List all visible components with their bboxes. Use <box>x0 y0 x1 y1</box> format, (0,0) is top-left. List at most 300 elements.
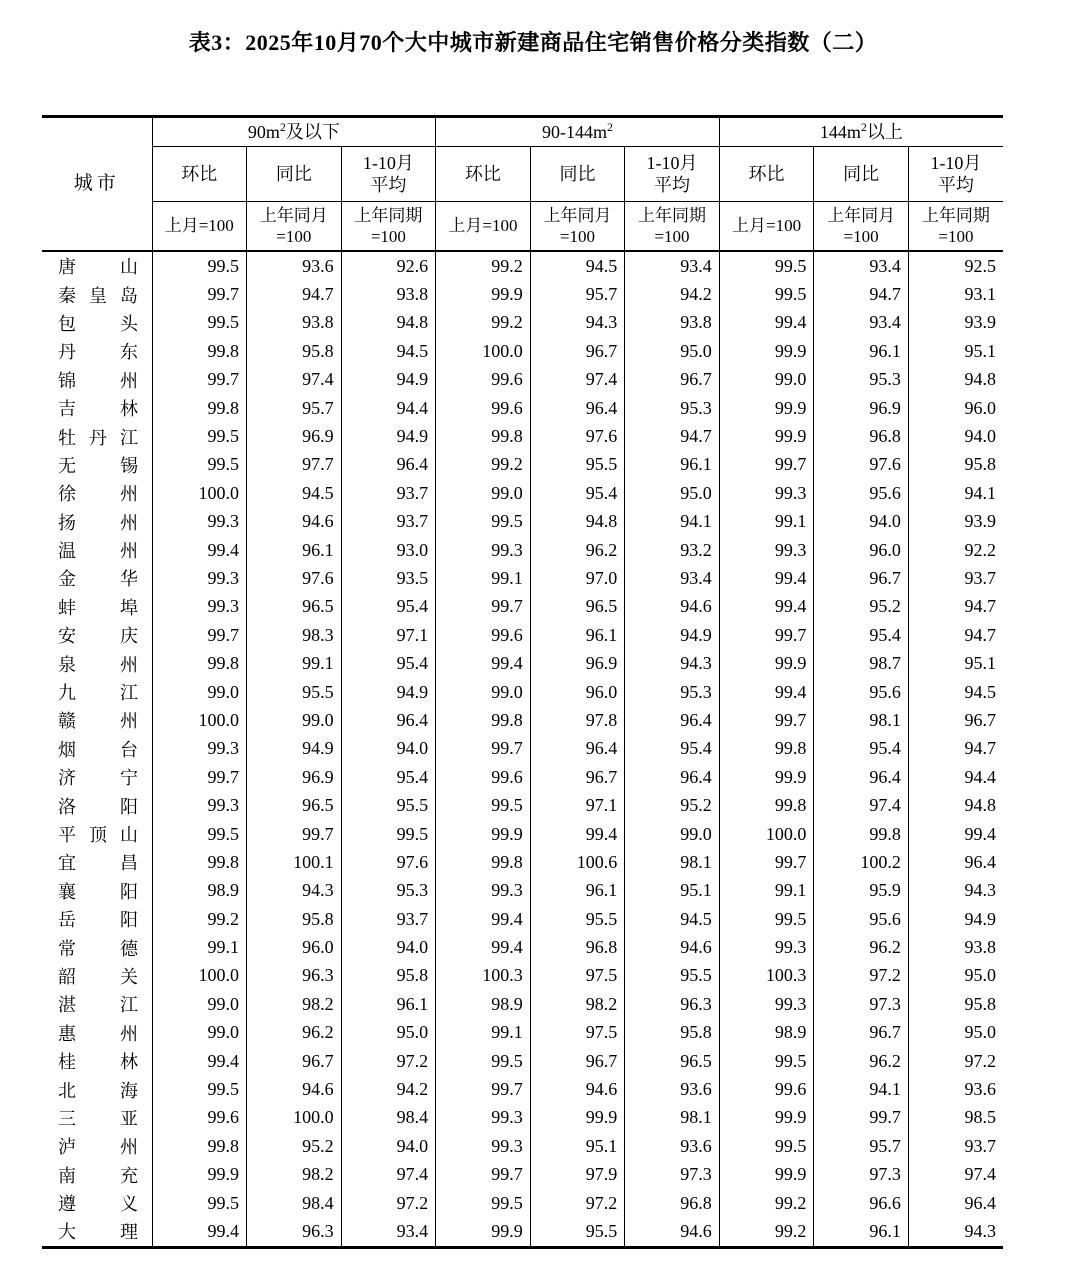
index-value-cell: 94.0 <box>341 933 436 961</box>
index-value-cell: 95.6 <box>814 479 909 507</box>
sub-header-avg-base <box>908 202 1003 252</box>
city-name <box>58 1218 138 1244</box>
city-name-char: 州 <box>120 1137 138 1158</box>
table-row <box>42 848 1003 876</box>
index-value-cell: 97.1 <box>341 621 436 649</box>
index-value-cell: 95.4 <box>341 763 436 791</box>
sub-header-avg-line1: 上年同期 <box>921 205 990 225</box>
index-value-cell: 99.7 <box>436 1075 531 1103</box>
index-value-cell: 100.0 <box>436 337 531 365</box>
group-header-90m-below <box>152 117 436 147</box>
index-value-cell: 99.9 <box>436 820 531 848</box>
index-value-cell: 95.3 <box>625 394 720 422</box>
index-value-cell: 95.6 <box>814 678 909 706</box>
city-name-cell <box>42 791 152 819</box>
city-name-char: 赣 <box>58 711 76 732</box>
index-value-cell: 97.2 <box>908 1047 1003 1075</box>
city-name-char: 阳 <box>120 881 138 902</box>
index-value-cell: 99.1 <box>247 649 342 677</box>
table-row <box>42 508 1003 536</box>
table-row <box>42 280 1003 308</box>
city-name-char: 州 <box>120 370 138 391</box>
index-value-cell: 95.4 <box>341 649 436 677</box>
index-value-cell: 99.4 <box>719 309 814 337</box>
index-value-cell: 99.4 <box>719 593 814 621</box>
index-value-cell: 99.3 <box>152 791 247 819</box>
sub-header-avg-line2: =100 <box>370 227 406 246</box>
index-value-cell: 97.4 <box>908 1161 1003 1189</box>
measure-header-row <box>42 147 1003 202</box>
city-name <box>58 1077 138 1103</box>
index-value-cell: 96.4 <box>530 735 625 763</box>
table-row <box>42 251 1003 280</box>
index-value-cell: 98.5 <box>908 1104 1003 1132</box>
index-value-cell: 99.5 <box>436 791 531 819</box>
index-value-cell: 96.4 <box>625 763 720 791</box>
index-value-cell: 96.7 <box>908 706 1003 734</box>
group-label-text: 90-144m <box>541 121 607 142</box>
index-value-cell: 99.6 <box>152 1104 247 1132</box>
index-value-cell: 96.0 <box>814 536 909 564</box>
index-value-cell: 99.0 <box>152 990 247 1018</box>
index-value-cell: 96.7 <box>530 337 625 365</box>
index-value-cell: 92.2 <box>908 536 1003 564</box>
index-value-cell: 98.3 <box>247 621 342 649</box>
index-value-cell: 99.7 <box>436 1161 531 1189</box>
index-value-cell: 100.3 <box>719 962 814 990</box>
index-value-cell: 97.4 <box>247 366 342 394</box>
index-value-cell: 95.0 <box>625 337 720 365</box>
index-value-cell: 96.4 <box>908 848 1003 876</box>
city-name-char: 泉 <box>58 654 76 675</box>
city-name-cell <box>42 763 152 791</box>
table-row <box>42 706 1003 734</box>
index-value-cell: 96.8 <box>814 422 909 450</box>
index-value-cell: 98.1 <box>625 848 720 876</box>
col-header-avg-line2: 平均 <box>654 175 690 195</box>
superscript-2: 2 <box>606 119 613 134</box>
index-value-cell: 94.8 <box>908 366 1003 394</box>
index-value-cell: 95.8 <box>341 962 436 990</box>
table-row <box>42 1104 1003 1132</box>
sub-header-avg-line2: =100 <box>938 227 974 246</box>
index-value-cell: 94.3 <box>625 649 720 677</box>
city-name-cell <box>42 877 152 905</box>
index-value-cell: 100.0 <box>247 1104 342 1132</box>
city-name-char: 扬 <box>58 512 76 533</box>
table-row <box>42 678 1003 706</box>
index-value-cell: 94.7 <box>814 280 909 308</box>
city-name-char: 州 <box>120 541 138 562</box>
group-label-text: 90m <box>247 121 280 142</box>
city-name <box>58 679 138 705</box>
index-value-cell: 96.1 <box>341 990 436 1018</box>
city-name <box>58 1048 138 1074</box>
index-value-cell: 99.3 <box>719 933 814 961</box>
index-value-cell: 96.2 <box>814 933 909 961</box>
index-value-cell: 95.7 <box>247 394 342 422</box>
index-value-cell: 99.5 <box>719 280 814 308</box>
index-value-cell: 97.2 <box>530 1189 625 1217</box>
city-name-char: 州 <box>120 1023 138 1044</box>
index-value-cell: 99.6 <box>436 366 531 394</box>
index-value-cell: 97.6 <box>341 848 436 876</box>
city-name-char: 宁 <box>120 768 138 789</box>
index-value-cell: 99.4 <box>152 1047 247 1075</box>
index-value-cell: 98.1 <box>814 706 909 734</box>
table-row <box>42 564 1003 592</box>
index-value-cell: 99.3 <box>719 479 814 507</box>
index-value-cell: 94.0 <box>814 508 909 536</box>
index-value-cell: 96.8 <box>625 1189 720 1217</box>
index-value-cell: 99.2 <box>719 1217 814 1247</box>
city-name-cell <box>42 735 152 763</box>
index-value-cell: 93.4 <box>814 309 909 337</box>
city-name-char: 充 <box>120 1165 138 1186</box>
index-value-cell: 94.1 <box>625 508 720 536</box>
city-name <box>58 452 138 478</box>
index-value-cell: 96.9 <box>247 422 342 450</box>
index-value-cell: 98.2 <box>247 990 342 1018</box>
index-value-cell: 100.6 <box>530 848 625 876</box>
group-label-text: 及以下 <box>285 121 340 142</box>
index-value-cell: 99.4 <box>152 536 247 564</box>
city-name-cell <box>42 422 152 450</box>
index-value-cell: 99.4 <box>436 933 531 961</box>
city-name-cell <box>42 479 152 507</box>
index-value-cell: 99.2 <box>436 251 531 280</box>
index-value-cell: 99.5 <box>719 905 814 933</box>
index-value-cell: 99.9 <box>719 1104 814 1132</box>
city-name-char: 山 <box>120 257 138 278</box>
index-value-cell: 99.4 <box>908 820 1003 848</box>
index-value-cell: 95.4 <box>814 621 909 649</box>
city-name-char: 吉 <box>58 399 76 420</box>
index-value-cell: 96.1 <box>625 451 720 479</box>
index-value-cell: 99.5 <box>719 251 814 280</box>
index-value-cell: 95.3 <box>625 678 720 706</box>
city-name-cell <box>42 933 152 961</box>
index-value-cell: 99.4 <box>719 564 814 592</box>
index-value-cell: 100.1 <box>247 848 342 876</box>
index-value-cell: 96.7 <box>814 564 909 592</box>
index-value-cell: 96.1 <box>530 621 625 649</box>
index-value-cell: 95.4 <box>814 735 909 763</box>
index-value-cell: 99.5 <box>152 422 247 450</box>
col-header-avg <box>908 147 1003 202</box>
city-name <box>58 253 138 279</box>
table-row <box>42 791 1003 819</box>
col-header-avg <box>341 147 436 202</box>
city-name-char: 昌 <box>120 853 138 874</box>
city-name-char: 蚌 <box>58 597 76 618</box>
city-name-char: 义 <box>120 1194 138 1215</box>
city-name <box>58 1162 138 1188</box>
city-name-char: 常 <box>58 938 76 959</box>
index-value-cell: 98.9 <box>719 1019 814 1047</box>
index-value-cell: 94.9 <box>247 735 342 763</box>
city-name-cell <box>42 706 152 734</box>
group-header-row <box>42 117 1003 147</box>
index-value-cell: 99.1 <box>436 564 531 592</box>
city-name <box>58 594 138 620</box>
index-value-cell: 96.7 <box>625 366 720 394</box>
index-value-cell: 99.3 <box>436 1132 531 1160</box>
index-value-cell: 96.4 <box>530 394 625 422</box>
table-row <box>42 905 1003 933</box>
index-value-cell: 94.9 <box>625 621 720 649</box>
city-name-char: 大 <box>58 1222 76 1243</box>
index-value-cell: 99.0 <box>436 678 531 706</box>
index-value-cell: 98.1 <box>625 1104 720 1132</box>
city-name-char: 锡 <box>120 455 138 476</box>
index-value-cell: 95.5 <box>530 451 625 479</box>
table-row <box>42 536 1003 564</box>
index-value-cell: 99.2 <box>436 309 531 337</box>
city-name-cell <box>42 366 152 394</box>
superscript-2: 2 <box>279 119 286 134</box>
city-name-char: 韶 <box>58 966 76 987</box>
city-name-char: 岛 <box>120 285 138 306</box>
index-value-cell: 99.8 <box>152 337 247 365</box>
index-value-cell: 96.2 <box>247 1019 342 1047</box>
index-value-cell: 99.4 <box>436 905 531 933</box>
index-value-cell: 99.7 <box>719 621 814 649</box>
city-name-char: 关 <box>120 966 138 987</box>
table-row <box>42 366 1003 394</box>
index-value-cell: 98.4 <box>247 1189 342 1217</box>
index-value-cell: 94.6 <box>530 1075 625 1103</box>
city-name <box>58 764 138 790</box>
index-value-cell: 99.9 <box>719 1161 814 1189</box>
city-name-char: 桂 <box>58 1052 76 1073</box>
index-value-cell: 99.0 <box>625 820 720 848</box>
col-header-avg-line2: 平均 <box>937 175 974 195</box>
index-value-cell: 96.5 <box>247 791 342 819</box>
group-label-text: 144m <box>819 121 861 142</box>
city-name-char: 湛 <box>58 995 76 1016</box>
index-value-cell: 99.8 <box>436 848 531 876</box>
sub-header-avg-base <box>625 202 720 252</box>
col-header-yoy: 同比 <box>530 147 625 202</box>
index-value-cell: 95.0 <box>908 1019 1003 1047</box>
table-row <box>42 763 1003 791</box>
index-value-cell: 97.4 <box>814 791 909 819</box>
index-value-cell: 93.1 <box>908 280 1003 308</box>
city-name-char: 埠 <box>120 597 138 618</box>
index-value-cell: 97.5 <box>530 962 625 990</box>
index-value-cell: 93.8 <box>341 280 436 308</box>
index-value-cell: 99.8 <box>719 735 814 763</box>
index-value-cell: 96.4 <box>814 763 909 791</box>
index-value-cell: 96.5 <box>530 593 625 621</box>
index-value-cell: 98.2 <box>530 990 625 1018</box>
index-value-cell: 94.1 <box>814 1075 909 1103</box>
index-value-cell: 99.5 <box>152 309 247 337</box>
index-value-cell: 99.2 <box>152 905 247 933</box>
city-name-char: 理 <box>120 1222 138 1243</box>
city-column-header: 城市 <box>42 117 152 252</box>
index-value-cell: 94.9 <box>341 366 436 394</box>
index-value-cell: 99.0 <box>152 1019 247 1047</box>
index-value-cell: 99.5 <box>152 251 247 280</box>
index-value-cell: 93.9 <box>908 508 1003 536</box>
index-value-cell: 95.1 <box>625 877 720 905</box>
city-name-cell <box>42 678 152 706</box>
index-value-cell: 95.8 <box>625 1019 720 1047</box>
city-name-cell <box>42 962 152 990</box>
index-value-cell: 94.4 <box>908 763 1003 791</box>
index-value-cell: 99.6 <box>436 763 531 791</box>
index-value-cell: 99.1 <box>719 508 814 536</box>
index-value-cell: 94.2 <box>625 280 720 308</box>
city-name-char: 烟 <box>58 739 76 760</box>
index-value-cell: 95.8 <box>247 905 342 933</box>
index-value-cell: 95.2 <box>625 791 720 819</box>
index-value-cell: 93.7 <box>341 479 436 507</box>
index-value-cell: 96.7 <box>530 763 625 791</box>
index-value-cell: 94.6 <box>247 1075 342 1103</box>
city-name-cell <box>42 820 152 848</box>
index-value-cell: 96.3 <box>247 1217 342 1247</box>
index-value-cell: 97.9 <box>530 1161 625 1189</box>
sub-header-yoy-base <box>247 202 342 252</box>
table-body <box>42 251 1003 1247</box>
table-row <box>42 621 1003 649</box>
index-value-cell: 96.9 <box>247 763 342 791</box>
index-value-cell: 99.1 <box>719 877 814 905</box>
city-name-char: 江 <box>120 683 138 704</box>
index-value-cell: 93.2 <box>625 536 720 564</box>
sub-header-avg-line1: 上年同期 <box>354 205 423 225</box>
base-header-row <box>42 202 1003 252</box>
index-value-cell: 93.6 <box>625 1075 720 1103</box>
table-row <box>42 962 1003 990</box>
index-value-cell: 99.5 <box>152 1189 247 1217</box>
index-value-cell: 100.2 <box>814 848 909 876</box>
city-name-char: 林 <box>120 399 138 420</box>
city-name-char: 州 <box>120 711 138 732</box>
index-value-cell: 95.0 <box>625 479 720 507</box>
index-value-cell: 95.5 <box>341 791 436 819</box>
col-header-yoy: 同比 <box>814 147 909 202</box>
index-value-cell: 95.8 <box>908 990 1003 1018</box>
city-name-char: 州 <box>120 654 138 675</box>
city-name-char: 平 <box>58 825 76 845</box>
index-value-cell: 96.0 <box>908 394 1003 422</box>
city-name <box>58 537 138 563</box>
city-name-char: 州 <box>120 484 138 505</box>
city-name-char: 江 <box>120 427 138 448</box>
city-name-cell <box>42 536 152 564</box>
index-value-cell: 97.3 <box>814 990 909 1018</box>
index-value-cell: 96.9 <box>814 394 909 422</box>
index-value-cell: 96.4 <box>341 706 436 734</box>
index-value-cell: 99.5 <box>436 1047 531 1075</box>
index-value-cell: 96.5 <box>625 1047 720 1075</box>
table-row <box>42 735 1003 763</box>
col-header-mom: 环比 <box>436 147 531 202</box>
sub-header-avg-line1: 上年同期 <box>638 205 706 225</box>
city-name-char: 丹 <box>58 342 76 363</box>
index-value-cell: 94.3 <box>908 877 1003 905</box>
table-row <box>42 309 1003 337</box>
city-name-cell <box>42 1217 152 1247</box>
index-value-cell: 99.9 <box>719 337 814 365</box>
index-value-cell: 95.9 <box>814 877 909 905</box>
index-value-cell: 96.8 <box>530 933 625 961</box>
index-value-cell: 99.7 <box>152 763 247 791</box>
index-value-cell: 100.0 <box>719 820 814 848</box>
index-value-cell: 99.3 <box>719 536 814 564</box>
city-name-cell <box>42 649 152 677</box>
city-name-char: 台 <box>120 739 138 760</box>
city-name-char: 德 <box>120 938 138 959</box>
index-value-cell: 94.6 <box>247 508 342 536</box>
index-value-cell: 93.6 <box>247 251 342 280</box>
index-value-cell: 99.3 <box>152 593 247 621</box>
city-name <box>58 282 138 308</box>
city-name-char: 遵 <box>58 1194 76 1215</box>
city-name-char: 安 <box>58 626 76 647</box>
sub-header-avg-base <box>341 202 436 252</box>
index-value-cell: 95.0 <box>341 1019 436 1047</box>
index-value-cell: 94.8 <box>908 791 1003 819</box>
city-name-char: 包 <box>58 313 76 334</box>
sub-header-yoy-line1: 上年同月 <box>827 205 896 225</box>
city-name-char: 温 <box>58 541 76 562</box>
index-value-cell: 97.5 <box>530 1019 625 1047</box>
index-value-cell: 96.7 <box>530 1047 625 1075</box>
index-value-cell: 99.5 <box>152 820 247 848</box>
group-label-text: 以上 <box>866 121 903 142</box>
index-value-cell: 95.6 <box>814 905 909 933</box>
index-value-cell: 99.6 <box>436 394 531 422</box>
city-name-char: 皇 <box>89 285 107 306</box>
index-value-cell: 98.7 <box>814 649 909 677</box>
index-value-cell: 95.4 <box>341 593 436 621</box>
index-value-cell: 96.7 <box>814 1019 909 1047</box>
index-value-cell: 93.4 <box>625 564 720 592</box>
sub-header-yoy-line2: =100 <box>276 227 312 246</box>
index-value-cell: 94.6 <box>625 593 720 621</box>
table-row <box>42 1019 1003 1047</box>
city-name-cell <box>42 848 152 876</box>
index-value-cell: 95.7 <box>814 1132 909 1160</box>
city-name-char: 阳 <box>120 910 138 931</box>
index-value-cell: 99.9 <box>719 394 814 422</box>
index-value-cell: 99.9 <box>436 280 531 308</box>
city-name-char: 州 <box>120 512 138 533</box>
index-value-cell: 99.3 <box>436 536 531 564</box>
city-name-char: 岳 <box>58 910 76 931</box>
city-name <box>58 509 138 535</box>
table-row <box>42 451 1003 479</box>
index-value-cell: 95.3 <box>814 366 909 394</box>
index-value-cell: 99.9 <box>530 1104 625 1132</box>
city-name <box>58 565 138 591</box>
index-value-cell: 94.3 <box>908 1217 1003 1247</box>
index-value-cell: 93.7 <box>908 564 1003 592</box>
sub-header-yoy-line1: 上年同月 <box>259 205 328 225</box>
index-value-cell: 100.0 <box>152 479 247 507</box>
city-name <box>58 367 138 393</box>
city-name <box>58 651 138 677</box>
city-name-char: 徐 <box>58 484 76 505</box>
index-value-cell: 94.0 <box>341 735 436 763</box>
index-value-cell: 93.9 <box>908 309 1003 337</box>
index-value-cell: 99.3 <box>152 564 247 592</box>
